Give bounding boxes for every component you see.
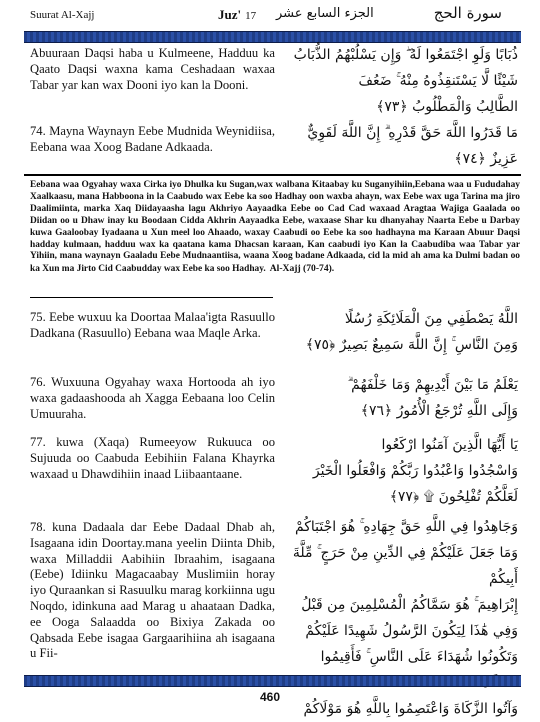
verse-74-translation: 74. Mayna Waynayn Eebe Mudnida Weynidiisa, Eebana waa Xoog Badane Adkaada. <box>30 124 275 154</box>
verse-74-arabic: مَا قَدَرُوا اللَّهَ حَقَّ قَدْرِهِ ۗ إِنَّ اللَّهَ لَقَوِيٌّ عَزِيزٌ ﴿٧٤﴾ <box>307 125 518 167</box>
juz-label <box>218 7 256 23</box>
juz-number: 17 <box>245 10 257 22</box>
verse-78-translation: 78. kuna Dadaala dar Eebe Dadaal Dhab ah, Isagaana idin Doortay.mana yeelin Diinta Dhib, waxa Milladdii Aabihiin Ibraahim, isagaana (Eebe) Idiinku Magacaabay Muslimiin horay iyo Quraankan si Rasuulku marag korkiinna ugu Noqdo, idinkuna aad Marag u ahaataan Dadka, ee Ooga Salaadda oo Bixiya Zakada oo Qabsada Eebe isagaa Gargaarihiina ah isagaana u Fii- <box>30 520 275 661</box>
commentary-block <box>30 180 520 276</box>
surah-arabic: سورة الحج <box>433 4 502 22</box>
short-divider <box>30 297 273 298</box>
verse-73-arabic: ذُبَابًا وَلَوِ اجْتَمَعُوا لَهُ ۖ وَإِن يَسْلُبْهُمُ الذُّبَابُ شَيْئًا لَّا يَسْتَنقِذُوهُ مِنْهُ ۚ ضَعُفَ الطَّالِبُ وَالْمَطْلُوبُ ﴿٧٣﴾ <box>293 47 518 115</box>
verse-75-translation: 75. Eebe wuxuu ka Doortaa Malaa'igta Rasuullo Dadkana (Rasuullo) Eebana waa Maqle Arka. <box>30 310 275 340</box>
page-number: 460 <box>259 690 281 704</box>
commentary-reference: Al-Xajj (70-74). <box>269 263 335 275</box>
juz-arabic: الجزء السابع عشر <box>276 6 374 21</box>
bottom-decorative-band <box>24 675 521 687</box>
surah-title: Suurat Al-Xajj <box>30 9 95 21</box>
page-header <box>0 0 540 28</box>
verse-77-arabic: يَا أَيُّهَا الَّذِينَ آمَنُوا ارْكَعُوا وَاسْجُدُوا وَاعْبُدُوا رَبَّكُمْ وَافْعَلُوا الْخَيْرَ لَعَلَّكُمْ تُفْلِحُونَ ۩ ﴿٧٧﴾ <box>312 437 518 505</box>
verse-76-arabic: يَعْلَمُ مَا بَيْنَ أَيْدِيهِمْ وَمَا خَلْفَهُمْ ۗ وَإِلَى اللَّهِ تُرْجَعُ الْأُمُورُ ﴿٧٦﴾ <box>347 377 518 419</box>
verse-75-arabic: اللَّهُ يَصْطَفِي مِنَ الْمَلَائِكَةِ رُسُلًا وَمِنَ النَّاسِ ۚ إِنَّ اللَّهَ سَمِيعٌ بَصِيرٌ ﴿٧٥﴾ <box>305 311 518 353</box>
section-divider <box>24 174 521 176</box>
verse-76-translation: 76. Wuxuuna Ogyahay waxa Hortooda ah iyo waxa gadaashooda ah Xagga Eebaana loo Celin Umuuraha. <box>30 375 275 421</box>
verse-73-translation: Abuuraan Daqsi haba u Kulmeene, Hadduu ka Qaato Daqsi waxna kama Ceshadaan waxaa Tabar yar kan wax Dooni iyo kan la Dooni. <box>30 46 275 92</box>
verse-77-translation: 77. kuwa (Xaqa) Rumeeyow Rukuuca oo Sujuuda oo Caabuda Eebihiin Falana Khayrka waxaad u Dhawdihiin inaad Liibaantaane. <box>30 435 275 481</box>
commentary-text: Eebana waa Ogyahay waxa Cirka iyo Dhulka ku Sugan,wax walbana Kitaabay ku Suganyihiin,Eebana waa u Fududahay Xaalkaasu, mana Habboona in la Caabudo wax Eebe ka soo Hadhay oon waxba ahayn, wax Eebe wax uga Tarina ma jiro Daalimiinta, marka Xaq Diidayaasha lagu Akhriyo Aayaadka Eebe oo Cad Cad waxaad Aragtaa Wajiga Gaalada oo Diidan oo u Dhaw inay ku Boodaan Cidda Akhrin Aayaadka Eebe, waxaase Shar ku dhanyahay Naarta Eebe u Darbay kuwa Gaaloobay Iyadaana u Xun meel loo Ahaado, waxay Caabudi oo Eebe ka soo hadhayna ma Karaan Abuur Daqsi hadday kulmaan, hadduu wax ka qaatana kama Dhacsan karaan, Kan caabudi iyo Kan la Caabudiba waa Tabar yar Yihiin, mana waynayn Gaaladu Eebe Mudnaantiisa, waana Xoog badane Adkaada, cid la mid ah ama ka Dulmi badan oo ka Xun ma Jirto Cid Caabudday wax Eebe ka soo Hadhay. <box>30 180 520 275</box>
verse-78-arabic: وَجَاهِدُوا فِي اللَّهِ حَقَّ جِهَادِهِ ۚ هُوَ اجْتَبَاكُمْ وَمَا جَعَلَ عَلَيْكُمْ فِي الدِّينِ مِنْ حَرَجٍ ۚ مِّلَّةَ أَبِيكُمْ إِبْرَاهِيمَ ۚ هُوَ سَمَّاكُمُ الْمُسْلِمِينَ مِن قَبْلُ وَفِي هَٰذَا لِيَكُونَ الرَّسُولُ شَهِيدًا عَلَيْكُمْ وَتَكُونُوا شُهَدَاءَ عَلَى النَّاسِ ۚ فَأَقِيمُوا وَآتُوا الزَّكَاةَ وَاعْتَصِمُوا بِاللَّهِ هُوَ مَوْلَاكُمْ <box>292 519 518 717</box>
juz-word: Juz' <box>218 7 242 22</box>
